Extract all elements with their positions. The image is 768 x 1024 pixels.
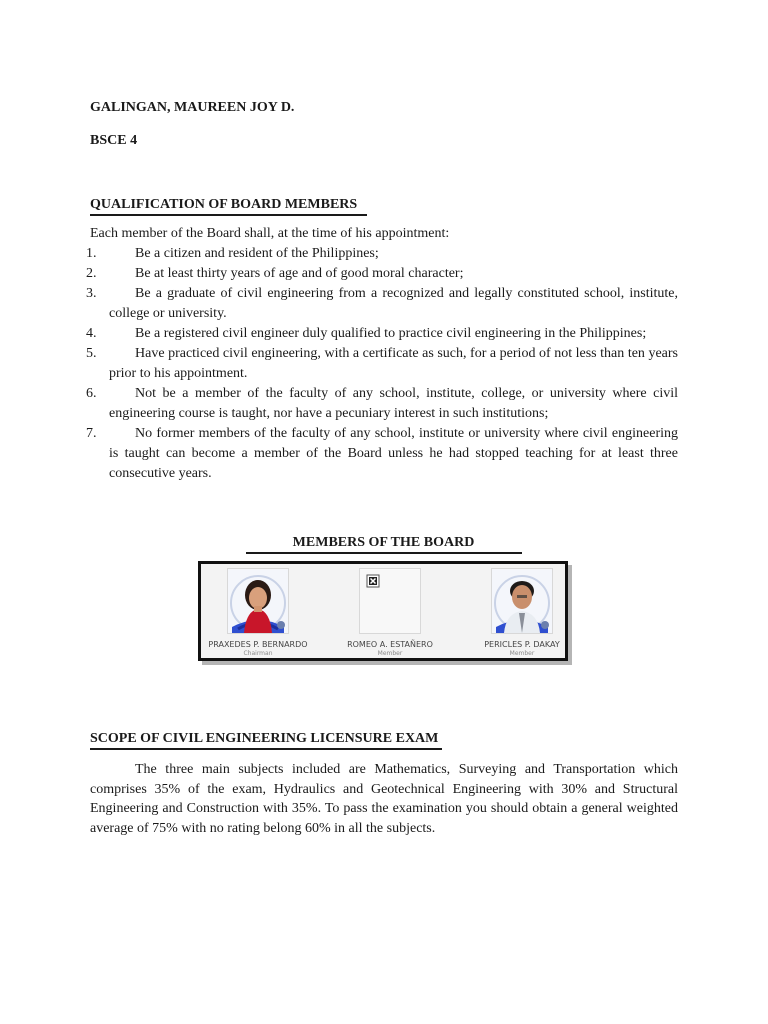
list-item-text: Be a graduate of civil engineering from a recognized and legally constituted school, institute, college or university. xyxy=(109,286,678,321)
list-item-number: 5. xyxy=(86,346,97,361)
student-course: BSCE 4 xyxy=(90,133,138,148)
board-member-name: PERICLES P. DAKAY xyxy=(484,640,560,649)
scope-title-underline xyxy=(90,748,442,750)
list-item-text: Be a registered civil engineer duly qualified to practice civil engineering in the Philippines; xyxy=(135,326,647,341)
board-title-underline xyxy=(246,552,522,554)
student-name: GALINGAN, MAUREEN JOY D. xyxy=(90,100,295,115)
board-member-name: PRAXEDES P. BERNARDO xyxy=(208,640,308,649)
list-item-text: Have practiced civil engineering, with a certificate as such, for a period of not less than ten years prior to his appointment. xyxy=(109,346,678,381)
list-item-text: Be at least thirty years of age and of good moral character; xyxy=(135,266,464,281)
scope-title: SCOPE OF CIVIL ENGINEERING LICENSURE EXAM xyxy=(90,731,439,746)
list-item xyxy=(88,344,678,384)
board-member-name: ROMEO A. ESTAÑERO xyxy=(347,640,433,649)
board-member-role: Member xyxy=(377,650,403,657)
qualifications-list xyxy=(88,244,678,484)
list-item-text: Not be a member of the faculty of any school, institute, college, or university where civil engineering course is taught, nor have a pecuniary interest in such institutions; xyxy=(109,386,678,421)
list-item-number: 7. xyxy=(86,426,97,441)
list-item xyxy=(88,424,678,484)
list-item xyxy=(88,384,678,424)
qualifications-title-underline xyxy=(90,214,367,216)
board-member-role: Chairman xyxy=(243,650,273,657)
qualifications-intro: Each member of the Board shall, at the time of his appointment: xyxy=(90,226,450,241)
board-member-role: Member xyxy=(509,650,535,657)
list-item xyxy=(88,324,678,344)
board-members-image xyxy=(198,561,568,661)
list-item-number: 4. xyxy=(86,326,97,341)
board-title: MEMBERS OF THE BOARD xyxy=(292,535,475,550)
broken-image-icon xyxy=(359,568,421,634)
list-item-text: No former members of the faculty of any school, institute or university where civil engineering is taught can become a member of the Board unless he had stopped teaching for at least three consecutive years. xyxy=(109,426,678,481)
list-item-number: 1. xyxy=(86,246,97,261)
board-member-card xyxy=(335,568,445,657)
woman-portrait-icon xyxy=(227,568,289,634)
man-portrait-icon xyxy=(491,568,553,634)
qualifications-title: QUALIFICATION OF BOARD MEMBERS xyxy=(90,197,358,212)
list-item xyxy=(88,244,678,264)
board-member-card xyxy=(467,568,577,657)
list-item-number: 6. xyxy=(86,386,97,401)
list-item-number: 3. xyxy=(86,286,97,301)
list-item xyxy=(88,284,678,324)
list-item-text: Be a citizen and resident of the Philippines; xyxy=(135,246,379,261)
list-item xyxy=(88,264,678,284)
scope-paragraph: The three main subjects included are Mathematics, Surveying and Transportation which comprises 35% of the exam, Hydraulics and Geotechnical Engineering with 30% and Structural Engineering and Construction with 35%. To pass the examination you should obtain a general weighted average of 75% with no rating belong 60% in all the subjects. xyxy=(90,762,678,836)
list-item-number: 2. xyxy=(86,266,97,281)
board-member-card xyxy=(203,568,313,657)
